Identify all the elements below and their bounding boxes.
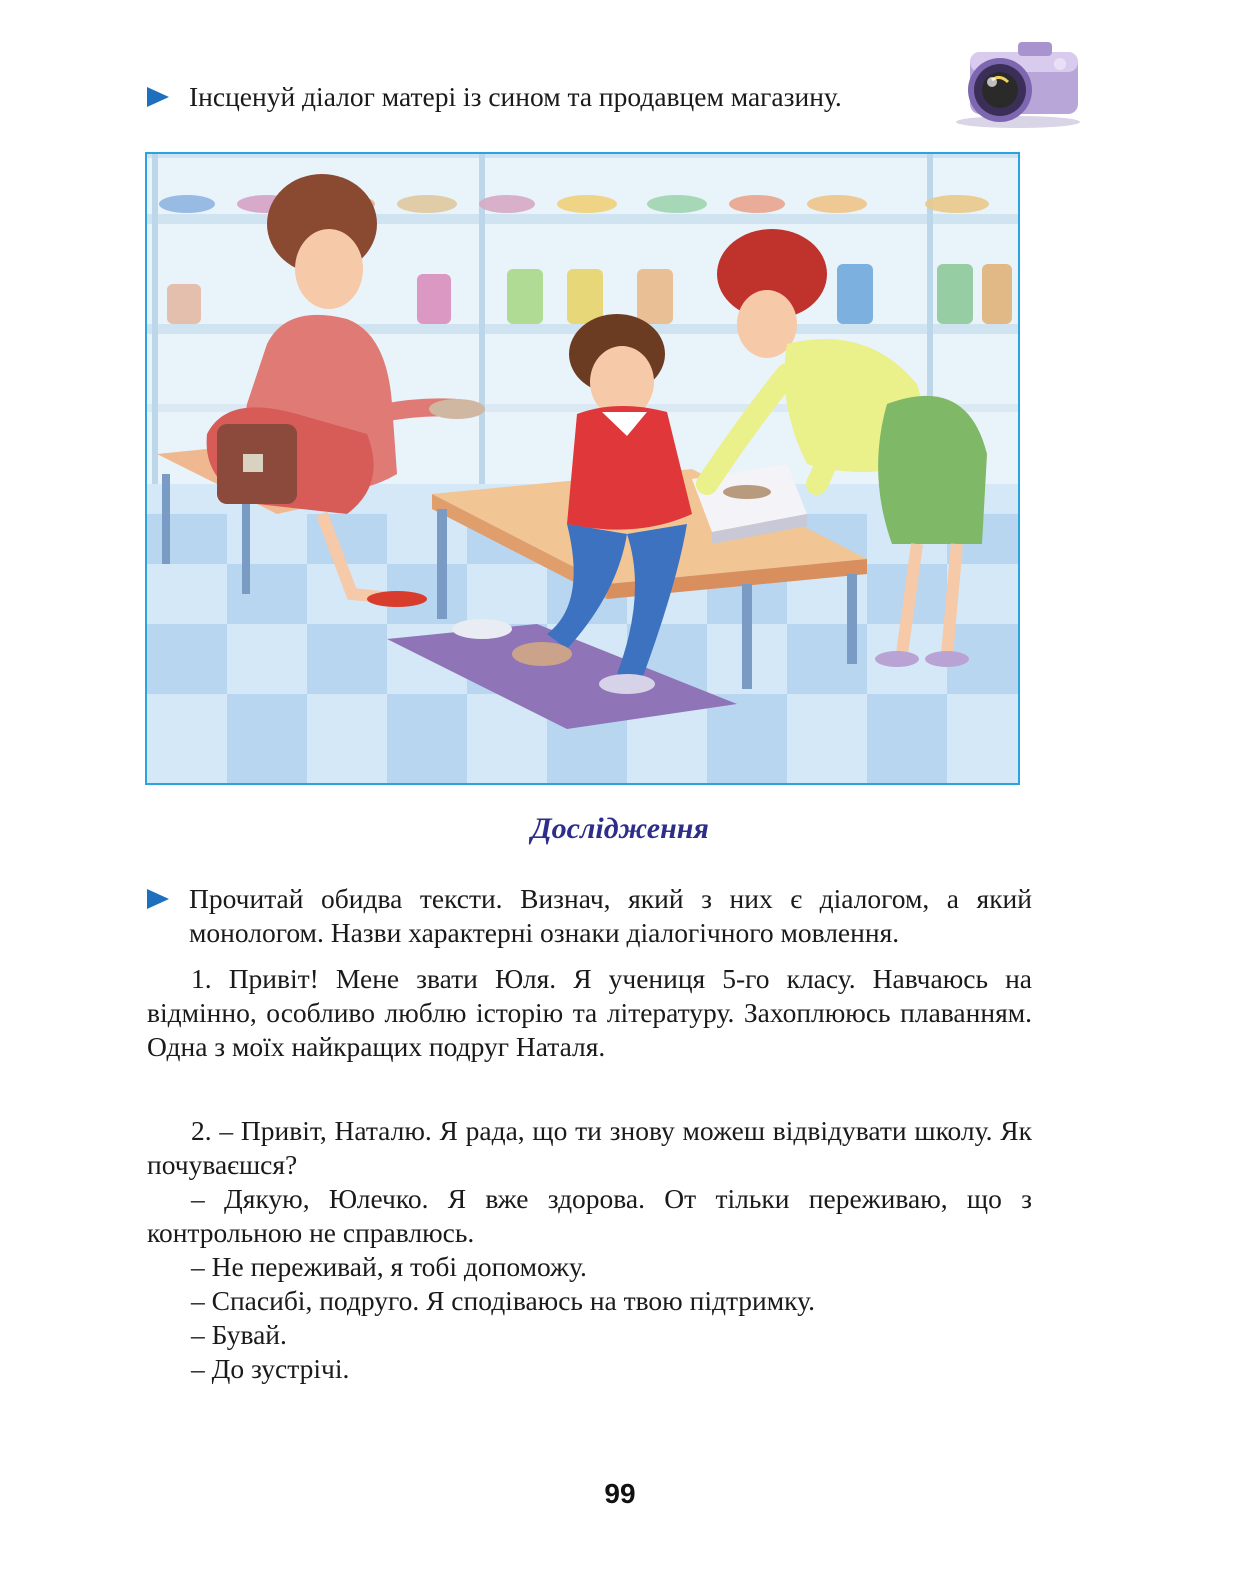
text-2-reply-1-content: – Дякую, Юлечко. Я вже здорова. От тільки переживаю, що з контрольною не справлюсь. (147, 1183, 1032, 1248)
text-2-reply-2 (147, 1250, 587, 1284)
text-2-reply-1 (147, 1182, 1032, 1250)
text-2-reply-4 (147, 1318, 287, 1352)
task-2-text: Прочитай обидва тексти. Визнач, який з них є діалогом, а який монологом. Назви характерні ознаки діалогічного мовлення. (189, 883, 1032, 948)
text-2-reply-3 (147, 1284, 815, 1318)
text-2-opening (147, 1114, 1032, 1182)
text-2-reply-4-content: – Бувай. (191, 1319, 287, 1350)
text-2-opening-content: 2. – Привіт, Наталю. Я рада, що ти знову можеш відвідувати школу. Як почуваєшся? (147, 1115, 1032, 1180)
arrow-marker-icon (147, 889, 169, 909)
section-heading: Дослідження (531, 812, 709, 845)
task-2 (147, 882, 1032, 950)
text-1-content: 1. Привіт! Мене звати Юля. Я учениця 5-го класу. Навчаюсь на відмінно, особливо люблю історію та літературу. Захоплююсь плаванням. Одна з моїх найкращих подруг Наталя. (147, 963, 1032, 1062)
task-1-text: Інсценуй діалог матері із сином та продавцем магазину. (189, 81, 842, 112)
task-1 (147, 80, 947, 114)
text-2-reply-5-content: – До зустрічі. (191, 1353, 350, 1384)
text-2-reply-5 (147, 1352, 349, 1386)
arrow-marker-icon (147, 87, 169, 107)
text-1-paragraph (147, 962, 1032, 1064)
text-2-reply-2-content: – Не переживай, я тобі допоможу. (191, 1251, 587, 1282)
text-2-reply-3-content: – Спасибі, подруго. Я сподіваюсь на твою підтримку. (191, 1285, 816, 1316)
page-number: 99 (604, 1478, 636, 1509)
shoe-shop-illustration (145, 152, 1020, 785)
camera-icon (948, 34, 1088, 130)
